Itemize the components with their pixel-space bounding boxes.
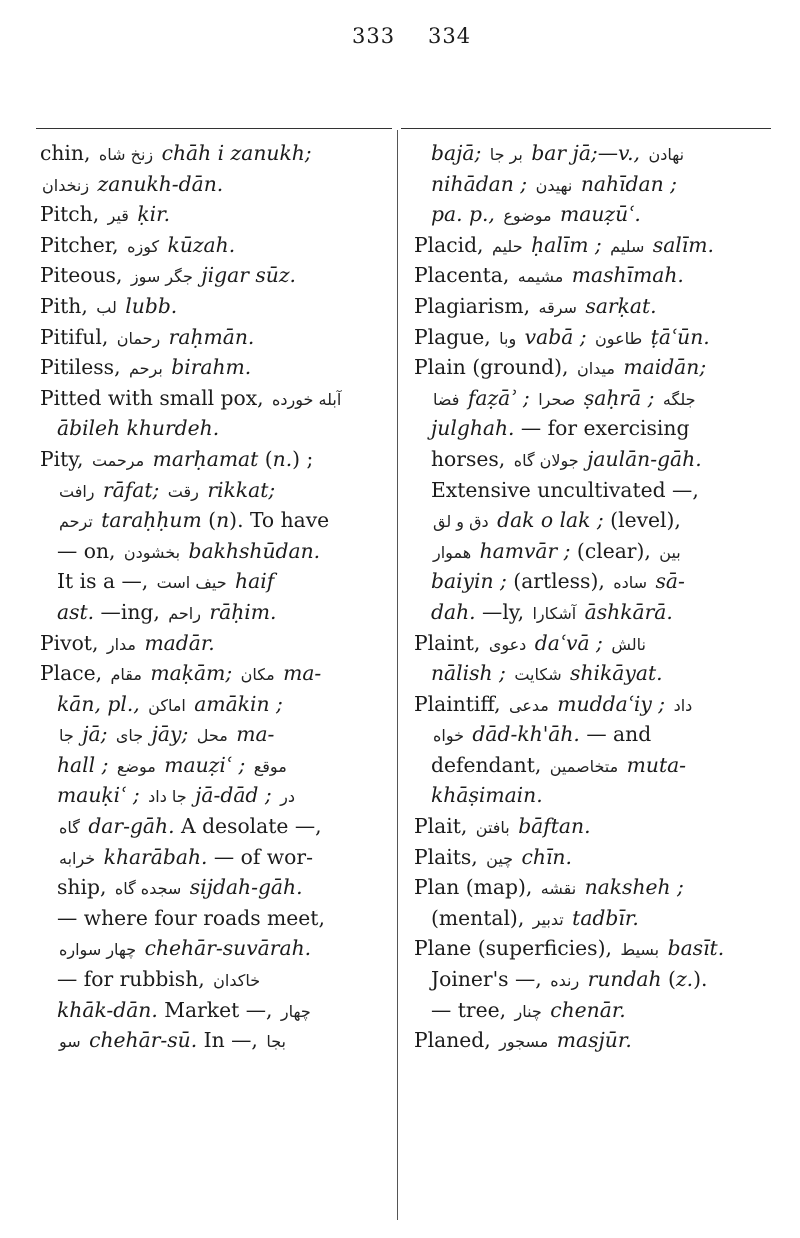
persian-word: هموار	[433, 542, 472, 562]
transliteration: sarḳat.	[578, 293, 657, 318]
english-text: Plaits,	[414, 844, 485, 869]
dictionary-line	[414, 230, 772, 261]
dictionary-line	[414, 719, 772, 750]
english-text: A desolate —,	[174, 814, 322, 839]
dictionary-line	[414, 995, 772, 1026]
persian-word: زنخدان	[42, 175, 90, 195]
persian-word: مدعی	[509, 695, 549, 715]
transliteration: nālish ;	[431, 661, 513, 686]
dictionary-line	[40, 872, 390, 903]
transliteration: bajā;	[431, 141, 488, 165]
dictionary-line	[40, 1025, 390, 1056]
english-text: Pitcher,	[40, 232, 126, 257]
english-text: Plague,	[414, 324, 498, 349]
dictionary-line	[40, 903, 390, 934]
persian-word: وبا	[499, 328, 517, 348]
transliteration: basīt.	[661, 936, 725, 961]
transliteration: mauḳiʿ ;	[57, 783, 147, 808]
persian-word: رحمان	[116, 328, 161, 348]
persian-word: موضع	[116, 756, 156, 776]
persian-word: سجده گاه	[114, 879, 182, 899]
page-number-right: 334	[428, 24, 472, 48]
english-text: It is a —,	[57, 569, 155, 594]
transliteration: chāh i zanukh;	[155, 141, 312, 165]
transliteration: maidān;	[616, 355, 707, 380]
header-rule-left	[36, 128, 392, 129]
persian-word: بافتن	[475, 818, 510, 838]
transliteration: ast.	[57, 599, 95, 624]
persian-word: محل	[196, 726, 228, 746]
dictionary-line	[414, 872, 772, 903]
english-text: Piteous,	[40, 263, 129, 288]
dictionary-line	[40, 475, 390, 506]
persian-word: مشیمه	[517, 267, 564, 287]
persian-word: جلگه	[662, 389, 696, 409]
transliteration: rāḥim.	[202, 599, 277, 624]
english-text: — for exercising	[514, 416, 690, 441]
english-text: Pith,	[40, 293, 95, 318]
persian-word: کوزه	[127, 236, 160, 256]
transliteration: jigar sūz.	[194, 263, 296, 288]
dictionary-line	[414, 658, 772, 689]
transliteration: raḥmān.	[162, 324, 255, 349]
transliteration: ma-	[229, 722, 275, 747]
persian-word: حلیم	[491, 236, 523, 256]
dictionary-line	[40, 750, 390, 781]
english-text: Plagiarism,	[414, 293, 537, 318]
dictionary-line	[40, 689, 390, 720]
dictionary-line	[414, 475, 772, 506]
transliteration: lubb.	[118, 293, 178, 318]
transliteration: mauẓūʿ.	[553, 202, 641, 227]
transliteration: dar-gāh.	[81, 814, 175, 839]
transliteration: madār.	[138, 630, 215, 655]
transliteration: khāk-dān.	[57, 997, 158, 1022]
dictionary-line	[414, 780, 772, 811]
english-text: ship,	[57, 875, 113, 900]
transliteration: vabā ;	[518, 324, 594, 349]
dictionary-line	[40, 505, 390, 536]
english-text: ) ;	[292, 446, 314, 471]
transliteration: faẓāʾ ;	[461, 385, 537, 410]
persian-word: دعوی	[488, 634, 527, 654]
dictionary-line	[414, 169, 772, 200]
dictionary-line	[40, 230, 390, 261]
persian-word: مسجور	[499, 1032, 549, 1052]
transliteration: masjūr.	[550, 1028, 632, 1053]
transliteration: kān,	[57, 691, 101, 716]
persian-word: مکان	[240, 665, 275, 685]
transliteration: bāftan.	[511, 814, 591, 839]
transliteration: nahīdan ;	[574, 171, 677, 196]
dictionary-line	[40, 842, 390, 873]
transliteration: z.	[675, 967, 694, 992]
transliteration: salīm.	[646, 232, 714, 257]
transliteration: dah.	[431, 599, 476, 624]
transliteration: bakhshūdan.	[182, 538, 321, 563]
persian-word: حیف است	[156, 573, 227, 593]
dictionary-line	[414, 750, 772, 781]
english-text: Market —,	[157, 997, 279, 1022]
persian-word: قیر	[107, 206, 129, 226]
transliteration: rundah	[581, 967, 662, 992]
english-text: (artless),	[506, 569, 612, 594]
persian-word: فضا	[433, 389, 460, 409]
english-text: Placenta,	[414, 263, 516, 288]
dictionary-line	[40, 413, 390, 444]
transliteration: rāfat;	[96, 477, 166, 502]
dictionary-line	[40, 260, 390, 291]
persian-word: جا داد	[148, 787, 187, 807]
transliteration: dak o lak ;	[490, 508, 604, 533]
english-text: horses,	[431, 446, 512, 471]
english-text: Plait,	[414, 814, 474, 839]
english-text: defendant,	[431, 752, 548, 777]
transliteration: zanukh-dān.	[91, 171, 224, 196]
dictionary-line	[414, 903, 772, 934]
page-number-left: 333	[352, 24, 396, 48]
persian-word: جگر سوز	[130, 267, 193, 287]
transliteration: birahm.	[164, 355, 252, 380]
english-text: ).	[693, 967, 708, 992]
persian-word: خاکدان	[213, 971, 261, 991]
dictionary-line	[40, 199, 390, 230]
dictionary-line	[40, 169, 390, 200]
left-column	[40, 138, 390, 1056]
transliteration: daʿvā ;	[528, 630, 610, 655]
persian-word: رقت	[167, 481, 199, 501]
transliteration: dād-kh'āh.	[465, 722, 580, 747]
dictionary-line	[40, 352, 390, 383]
persian-word: مرحمت	[91, 450, 145, 470]
dictionary-line	[40, 964, 390, 995]
transliteration: rikkat;	[200, 477, 276, 502]
dictionary-line	[414, 689, 772, 720]
dictionary-line	[414, 505, 772, 536]
persian-word: جولان گاه	[513, 450, 579, 470]
persian-word: ساده	[613, 573, 648, 593]
transliteration: baiyin ;	[431, 569, 507, 594]
persian-word: تدبیر	[532, 909, 564, 929]
persian-word: موضوع	[503, 206, 552, 226]
persian-word: چنار	[514, 1001, 542, 1021]
dictionary-line	[414, 536, 772, 567]
english-text: (	[661, 967, 676, 992]
transliteration: ābileh khurdeh.	[57, 416, 220, 441]
english-text: — on,	[57, 538, 122, 563]
persian-word: بخشودن	[123, 542, 181, 562]
english-text: (mental),	[431, 905, 531, 930]
dictionary-line	[40, 658, 390, 689]
english-text: Pitch,	[40, 202, 106, 227]
transliteration: sijdah-gāh.	[183, 875, 303, 900]
persian-word: داد	[673, 695, 693, 715]
transliteration: ṣaḥrā ;	[577, 385, 661, 410]
dictionary-line	[40, 811, 390, 842]
transliteration: jā-dād ;	[188, 783, 279, 808]
transliteration: sā-	[649, 569, 685, 594]
transliteration: shikāyat.	[563, 661, 663, 686]
dictionary-line	[414, 964, 772, 995]
transliteration: muddaʿiy ;	[550, 691, 672, 716]
english-text: — for rubbish,	[57, 967, 212, 992]
dictionary-line	[414, 933, 772, 964]
transliteration: tadbīr.	[565, 905, 639, 930]
persian-word: چین	[486, 848, 514, 868]
english-text: Plaintiff,	[414, 691, 507, 716]
dictionary-line	[40, 291, 390, 322]
persian-word: چهار	[280, 1001, 311, 1021]
header-rule-right	[401, 128, 771, 129]
transliteration: khāṣimain.	[431, 783, 543, 808]
transliteration: pa. p.,	[431, 202, 495, 227]
persian-word: برحم	[128, 359, 163, 379]
english-text: Pivot,	[40, 630, 105, 655]
persian-word: آشکارا	[532, 603, 577, 623]
dictionary-line	[40, 719, 390, 750]
dictionary-line	[40, 628, 390, 659]
persian-word: لب	[96, 297, 117, 317]
persian-word: چهار سواره	[59, 940, 137, 960]
dictionary-line	[414, 413, 772, 444]
transliteration: amākin ;	[187, 691, 283, 716]
dictionary-line	[414, 138, 772, 169]
transliteration: jāy;	[145, 722, 195, 747]
english-text: (clear),	[570, 538, 658, 563]
persian-word: نهیدن	[535, 175, 573, 195]
transliteration: n	[216, 508, 230, 533]
english-text: —	[597, 141, 619, 165]
english-text: chin,	[40, 141, 97, 165]
transliteration: chehār-suvārah.	[138, 936, 312, 961]
dictionary-line	[40, 383, 390, 414]
english-text: Placid,	[414, 232, 490, 257]
persian-word: موقع	[253, 756, 287, 776]
english-text: —ing,	[94, 599, 167, 624]
transliteration: mashīmah.	[565, 263, 684, 288]
transliteration: jaulān-gāh.	[580, 446, 702, 471]
right-column	[414, 138, 772, 1056]
persian-word: راحم	[168, 603, 201, 623]
persian-word: نقشه	[540, 879, 577, 899]
persian-word: خرابه	[59, 848, 96, 868]
english-text: Plane (superficies),	[414, 936, 619, 961]
persian-word: رافت	[59, 481, 95, 501]
transliteration: nihādan ;	[431, 171, 534, 196]
english-text: Joiner's —,	[431, 967, 549, 992]
persian-word: نالش	[611, 634, 646, 654]
transliteration: julghah.	[431, 416, 515, 441]
dictionary-line	[414, 322, 772, 353]
transliteration: v.,	[618, 141, 640, 165]
english-text: Pitiless,	[40, 355, 127, 380]
english-text: Pitiful,	[40, 324, 115, 349]
dictionary-line	[40, 933, 390, 964]
dictionary-line	[414, 1025, 772, 1056]
english-text: Extensive uncultivated —,	[431, 477, 699, 502]
english-text: (level),	[603, 508, 681, 533]
persian-word: میدان	[576, 359, 615, 379]
english-text: (	[201, 508, 217, 533]
dictionary-line	[414, 566, 772, 597]
transliteration: āshkārā.	[578, 599, 673, 624]
english-text: Place,	[40, 661, 109, 686]
persian-word: در	[280, 787, 295, 807]
transliteration: hamvār ;	[473, 538, 571, 563]
english-text: (	[258, 446, 273, 471]
dictionary-line	[40, 536, 390, 567]
dictionary-line	[414, 597, 772, 628]
dictionary-line	[40, 566, 390, 597]
transliteration: chenār.	[543, 997, 626, 1022]
english-text: Planed,	[414, 1028, 498, 1053]
transliteration: pl.,	[107, 691, 140, 716]
dictionary-line	[414, 811, 772, 842]
transliteration: taraḥḥum	[94, 508, 202, 533]
dictionary-line	[40, 597, 390, 628]
english-text: — of wor-	[207, 844, 313, 869]
persian-word: نهادن	[648, 145, 685, 164]
persian-word: مقام	[110, 665, 142, 685]
english-text: —ly,	[475, 599, 531, 624]
transliteration: ṭāʿūn.	[644, 324, 710, 349]
transliteration: mauẓiʿ ;	[157, 752, 252, 777]
english-text: Plaint,	[414, 630, 487, 655]
persian-word: ترحم	[59, 512, 93, 532]
persian-word: زنخ شاه	[98, 145, 154, 164]
english-text: — tree,	[431, 997, 513, 1022]
dictionary-line	[414, 199, 772, 230]
column-divider	[397, 130, 398, 1220]
dictionary-line	[40, 995, 390, 1026]
english-text: Plan (map),	[414, 875, 539, 900]
persian-word: جای	[115, 726, 144, 746]
transliteration: chehār-sū.	[82, 1028, 198, 1053]
persian-word: بر جا	[489, 145, 523, 164]
persian-word: مدار	[106, 634, 136, 654]
transliteration: n.	[272, 446, 293, 471]
dictionary-line	[414, 628, 772, 659]
transliteration: kūzah.	[161, 232, 236, 257]
persian-word: متخاصمین	[549, 756, 619, 776]
english-text: — where four roads meet,	[57, 905, 325, 930]
transliteration: marḥamat	[146, 446, 259, 471]
transliteration: ma-	[276, 661, 322, 686]
dictionary-line	[414, 352, 772, 383]
transliteration: kharābah.	[97, 844, 208, 869]
persian-word: شکایت	[514, 665, 562, 685]
persian-word: اماکن	[148, 695, 186, 715]
english-text: In —,	[197, 1028, 265, 1053]
english-text: Plain (ground),	[414, 355, 575, 380]
transliteration: chīn.	[515, 844, 572, 869]
dictionary-line	[40, 780, 390, 811]
transliteration: naksheh ;	[578, 875, 684, 900]
persian-word: صحرا	[538, 389, 576, 409]
dictionary-line	[414, 291, 772, 322]
persian-word: خواه	[433, 726, 464, 746]
persian-word: سو	[59, 1032, 81, 1052]
english-text: Pitted with small pox,	[40, 385, 271, 410]
transliteration: haif	[228, 569, 275, 594]
dictionary-line	[414, 383, 772, 414]
transliteration: hall ;	[57, 752, 115, 777]
dictionary-line	[40, 444, 390, 475]
persian-word: بجا	[266, 1032, 286, 1052]
transliteration: maḳām;	[143, 661, 239, 686]
persian-word: دق و لق	[433, 512, 489, 532]
persian-word: بسیط	[620, 940, 660, 960]
english-text: Pity,	[40, 446, 90, 471]
dictionary-line	[414, 842, 772, 873]
persian-word: جا	[59, 726, 74, 746]
dictionary-line	[414, 444, 772, 475]
english-text: ). To have	[229, 508, 330, 533]
dictionary-line	[40, 138, 390, 169]
persian-word: سلیم	[610, 236, 645, 256]
persian-word: بین	[659, 542, 681, 562]
transliteration: bar jā;	[524, 141, 598, 165]
english-text: — and	[579, 722, 652, 747]
persian-word: گاه	[59, 818, 80, 838]
dictionary-line	[414, 260, 772, 291]
persian-word: سرقه	[538, 297, 577, 317]
persian-word: آبله خورده	[272, 389, 342, 409]
transliteration: muta-	[620, 752, 687, 777]
persian-word: طاعون	[595, 328, 643, 348]
persian-word: رنده	[550, 971, 580, 991]
transliteration: ḳir.	[130, 202, 171, 227]
transliteration: ḥalīm ;	[524, 232, 609, 257]
transliteration: jā;	[75, 722, 114, 747]
dictionary-line	[40, 322, 390, 353]
